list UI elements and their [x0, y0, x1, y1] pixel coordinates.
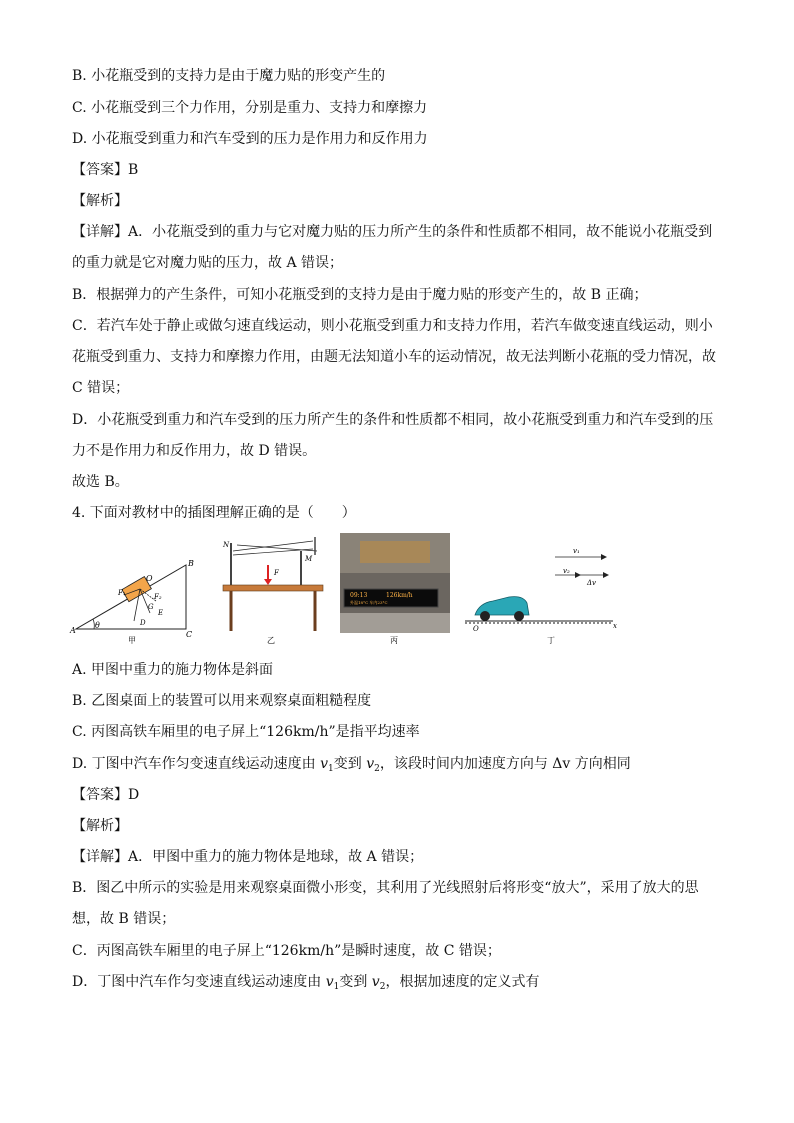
screen-right: 126km/h — [386, 592, 413, 599]
q4-detail-line-4: C．丙图高铁车厢里的电子屏上“126km/h”是瞬时速度，故 C 错误； — [72, 943, 501, 959]
q3-option-b: B. 小花瓶受到的支持力是由于魔力贴的形变产生的 — [72, 68, 386, 84]
q3-detail-line-5: 花瓶受到重力、支持力和摩擦力作用，由题无法知道小车的运动情况，故无法判断小花瓶的受力情况，故 — [72, 349, 716, 365]
label-e: E — [158, 609, 164, 617]
label-m: M — [305, 555, 313, 563]
figure-jia-incline — [68, 533, 198, 645]
label-f2: F₂ — [154, 593, 162, 601]
q4-option-d: D. 丁图中汽车作匀变速直线运动速度由 $v_1$变到 $v_2$，该段时间内加速度方向与 Δv 方向相同 — [72, 756, 631, 774]
label-o: O — [146, 574, 153, 583]
q3-detail-line-2: 的重力就是它对魔力贴的压力，故 A 错误； — [72, 255, 344, 271]
label-n: N — [223, 541, 230, 549]
q3-detail-line-6: C 错误； — [72, 380, 130, 396]
caption-ding: 丁 — [547, 636, 555, 645]
label-v1: v₁ — [573, 547, 580, 555]
q3-detail-line-3: B．根据弹力的产生条件，可知小花瓶受到的支持力是由于魔力贴的形变产生的，故 B 正确； — [72, 287, 648, 303]
q3-answer: 【答案】B — [72, 162, 139, 178]
q4-figures — [68, 533, 628, 645]
caption-jia: 甲 — [128, 636, 136, 645]
caption-bing: 丙 — [390, 636, 398, 645]
label-theta: θ — [95, 621, 100, 630]
screen-left: 09:13 — [350, 592, 368, 599]
q4-detail-line-1: 【详解】A．甲图中重力的施力物体是地球，故 A 错误； — [72, 849, 424, 865]
label-f1: F₁ — [118, 589, 126, 597]
q3-conclusion: 故选 B。 — [72, 474, 129, 490]
label-b: B — [188, 559, 194, 568]
q4-analysis-title: 【解析】 — [72, 818, 128, 834]
figure-bing-train-screen — [340, 533, 450, 645]
q3-option-d: D. 小花瓶受到重力和汽车受到的压力是作用力和反作用力 — [72, 131, 428, 147]
caption-yi: 乙 — [267, 636, 275, 645]
q4-stem: 4. 下面对教材中的插图理解正确的是（ ） — [72, 505, 356, 521]
q4-detail-line-5: D．丁图中汽车作匀变速直线运动速度由 $v_1$变到 $v_2$，根据加速度的定义式有 — [72, 974, 540, 992]
q3-detail-line-1: 【详解】A．小花瓶受到的重力与它对魔力贴的压力所产生的条件和性质都不相同，故不能说小花瓶受到 — [72, 224, 713, 240]
q4-option-a: A. 甲图中重力的施力物体是斜面 — [72, 662, 274, 678]
q3-detail-line-4: C．若汽车处于静止或做匀速直线运动，则小花瓶受到重力和支持力作用，若汽车做变速直线运动，则小 — [72, 318, 713, 334]
figure-ding-car — [463, 533, 623, 645]
label-c: C — [186, 630, 193, 639]
label-f: F — [274, 569, 279, 577]
q4-option-c: C. 丙图高铁车厢里的电子屏上“126km/h”是指平均速率 — [72, 724, 420, 740]
label-g: G — [148, 603, 154, 611]
screen-bottom: 外温18°C 车内23°C — [350, 600, 388, 605]
q3-detail-line-7: D．小花瓶受到重力和汽车受到的压力所产生的条件和性质都不相同，故小花瓶受到重力和汽车受到的压 — [72, 412, 714, 428]
label-origin: O — [473, 625, 479, 633]
q3-detail-line-8: 力不是作用力和反作用力，故 D 错误。 — [72, 443, 317, 459]
figure-yi-table — [213, 533, 331, 645]
label-dv: Δv — [587, 579, 597, 587]
q4-answer: 【答案】D — [72, 787, 140, 803]
q3-option-c: C. 小花瓶受到三个力作用，分别是重力、支持力和摩擦力 — [72, 100, 428, 116]
q4-option-b: B. 乙图桌面上的装置可以用来观察桌面粗糙程度 — [72, 693, 372, 709]
label-x-axis: x — [613, 622, 617, 630]
label-d: D — [140, 619, 146, 627]
label-v2: v₂ — [563, 567, 570, 575]
q4-detail-line-3: 想，故 B 错误； — [72, 911, 176, 927]
q4-detail-line-2: B．图乙中所示的实验是用来观察桌面微小形变，其利用了光线照射后将形变“放大”，采用了放大的思 — [72, 880, 699, 896]
label-a: A — [70, 626, 76, 635]
q3-analysis-title: 【解析】 — [72, 193, 128, 209]
